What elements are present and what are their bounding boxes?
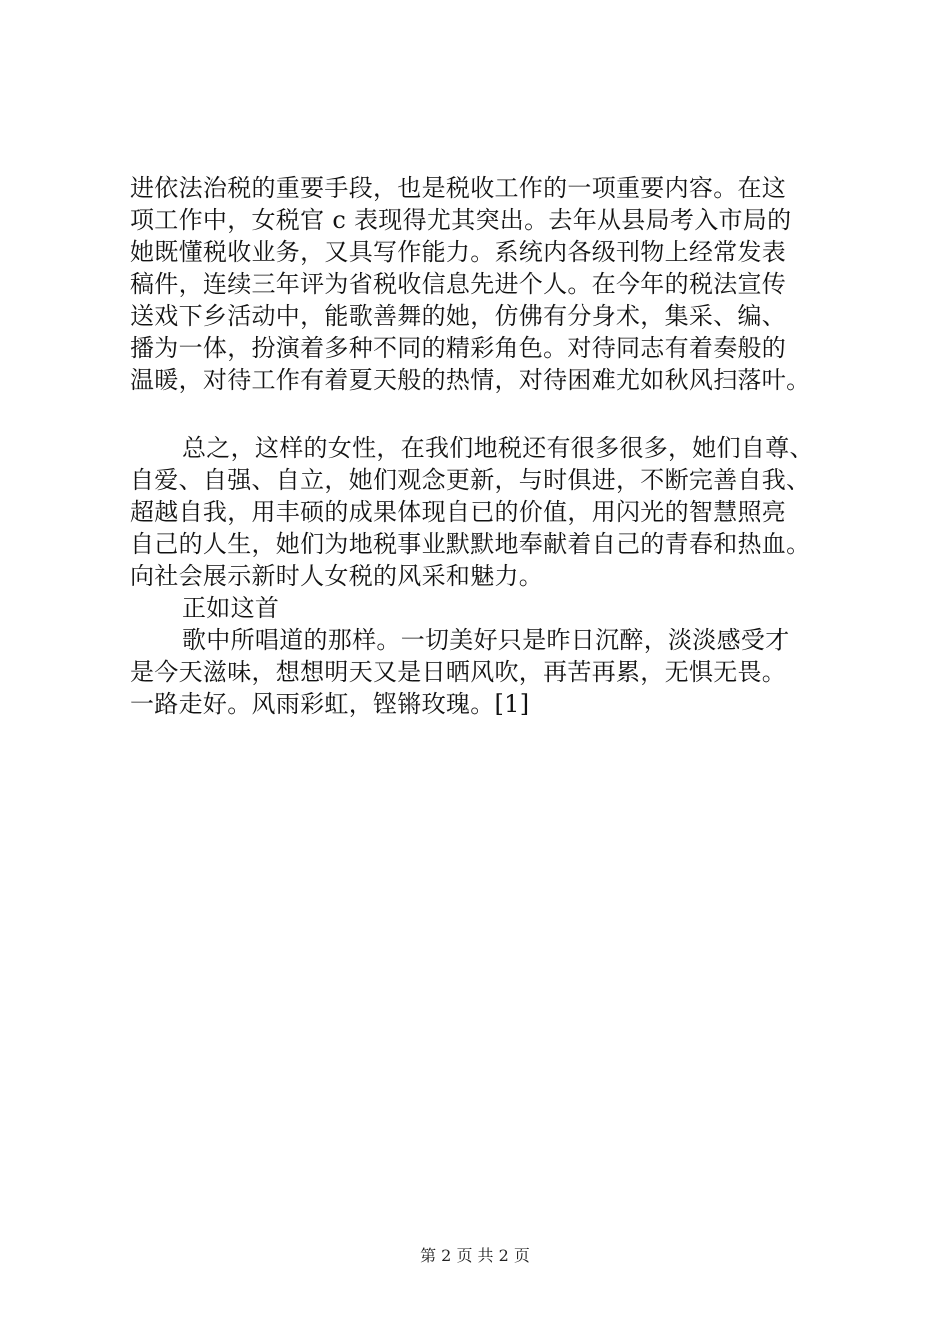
paragraph-2 [130,432,850,592]
text-line: 自己的人生，她们为地税事业默默地奉献着自己的青春和热血。 [130,530,811,558]
text-line: 稿件，连续三年评为省税收信息先进个人。在今年的税法宣传 [130,270,787,298]
page-number-label: 第 2 页 共 2 页 [420,1246,530,1265]
page-footer [0,1246,950,1266]
text-line: 进依法治税的重要手段，也是税收工作的一项重要内容。在这 [130,174,787,202]
text-line: 正如这首 [182,594,280,622]
text-line: 一路走好。风雨彩虹，铿锵玫瑰。[1] [130,690,530,718]
paragraph-1 [130,172,850,396]
text-line: 送戏下乡活动中，能歌善舞的她，仿佛有分身术，集采、编、 [130,302,787,330]
text-line: 向社会展示新时人女税的风采和魅力。 [130,562,544,590]
paragraph-4 [130,624,850,720]
text-line: 是今天滋味，想想明天又是日晒风吹，再苦再累，无惧无畏。 [130,658,787,686]
text-line: 总之，这样的女性，在我们地税还有很多很多，她们自尊、 [182,434,814,462]
text-line: 自爱、自强、自立，她们观念更新，与时俱进，不断完善自我、 [130,466,811,494]
text-line: 温暖，对待工作有着夏天般的热情，对待困难尤如秋风扫落叶。 [130,366,811,394]
text-line: 歌中所唱道的那样。一切美好只是昨日沉醉，淡淡感受才 [182,626,790,654]
text-line: 她既懂税收业务，又具写作能力。系统内各级刊物上经常发表 [130,238,787,266]
text-line: 超越自我，用丰硕的成果体现自已的价值，用闪光的智慧照亮 [130,498,787,526]
document-body [130,172,850,720]
paragraph-3 [130,592,850,624]
text-line: 项工作中，女税官 c 表现得尤其突出。去年从县局考入市局的 [130,206,792,234]
paragraph-spacer [130,396,850,432]
text-line: 播为一体，扮演着多种不同的精彩角色。对待同志有着奏般的 [130,334,787,362]
